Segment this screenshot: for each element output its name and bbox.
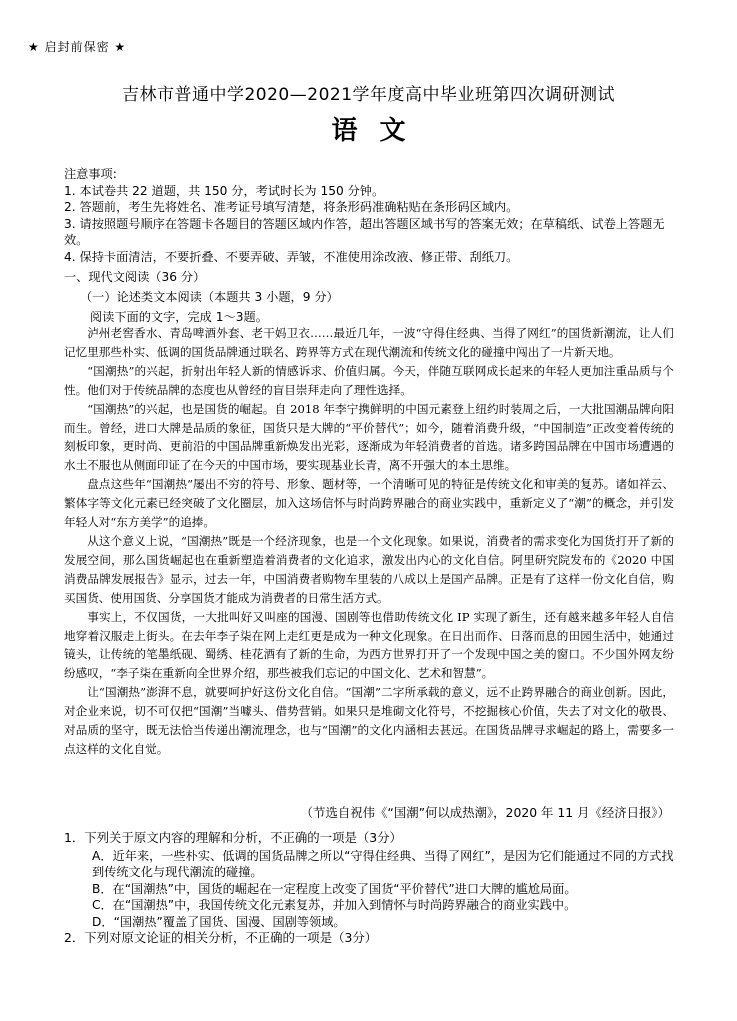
- section-title: 一、现代文阅读（36 分）: [64, 270, 206, 284]
- note-item: 3. 请按照题号顺序在答题卡各题目的答题区域内作答，超出答题区域书写的答案无效；在草稿纸、试卷上答题无效。: [64, 216, 665, 248]
- article-paragraph: 让“国潮热”澎湃不息，就要呵护好这份文化自信。“国潮”二字所承载的意义，远不止跨界融合的商业创新。因此，对企业来说，切不可仅把“国潮”当噱头、借势营销。如果只是堆砌文化符号，不挖掘核心价值，失去了对文化的敬畏、对品质的坚守，既无法恰当传递出潮流理念，也与“国潮”的文化内涵相去甚远。在国货品牌寻求崛起的路上，需要多一点这样的文化自觉。: [64, 685, 674, 756]
- note-item: 4. 保持卡面清洁，不要折叠、不要弄破、弄皱，不准使用涂改液、修正带、刮纸刀。: [64, 249, 519, 264]
- option-b: B．在“国潮热”中，国货的崛起在一定程度上改变了国货“平价替代”进口大牌的尴尬局面。: [92, 881, 577, 896]
- option-a: A．近年来，一些朴实、低调的国货品牌之所以“守得住经典、当得了网红”，是因为它们能通过不同的方式找到传统文化与现代潮流的碰撞。: [92, 849, 674, 880]
- confidential-mark: ★ 启封前保密 ★: [28, 40, 127, 54]
- option-c: C．在“国潮热”中，我国传统文化元素复苏，并加入到情怀与时尚跨界融合的商业实践中。: [92, 898, 577, 913]
- option-d: D．“国潮热”覆盖了国货、国漫、国剧等领域。: [92, 914, 346, 929]
- reading-instruction: 阅读下面的文字，完成 1～3题。: [90, 310, 268, 324]
- article-paragraph: “国潮热”的兴起，也是国货的崛起。自 2018 年李宁携鲜明的中国元素登上纽约时装周之后，一大批国潮品牌向阳而生。曾经，进口大牌是品质的象征，国货只是大牌的“平价替代”；如今，随着消费升级，“中国制造”正改变着传统的刻板印象，更时尚、更前沿的中国品牌重新焕发出光彩，逐渐成为年轻消费者的首选。诸多跨国品牌在中国市场遭遇的水土不服也从侧面印证了在今天的中国市场，要实现基业长青，离不开强大的本土思维。: [64, 401, 674, 473]
- subject-title: 语文: [331, 116, 428, 146]
- question-2-stem: 2．下列对原文论证的相关分析，不正确的一项是（3分）: [64, 930, 378, 945]
- article-paragraph: 从这个意义上说，“国潮热”既是一个经济现象，也是一个文化现象。如果说，消费者的需求变化为国货打开了新的发展空间，那么国货崛起也在重新塑造着消费者的文化追求，激发出内心的文化自信。阿里研究院发布的《2020 中国消费品牌发展报告》显示，过去一年，中国消费者购物车里装的八成以上是国产品牌。正是有了这样一份文化自信，购买国货、使用国货、分享国货才能成为消费者的日常生活方式。: [64, 533, 674, 605]
- article-paragraph: 泸州老窖香水、青岛啤酒外套、老干妈卫衣……最近几年，一波“守得住经典、当得了网红”的国货新潮流，让人们记忆里那些朴实、低调的国货品牌通过联名、跨界等方式在现代潮流和传统文化的碰撞中闯出了一片新天地。: [64, 326, 674, 359]
- question-1-stem: 1．下列关于原文内容的理解和分析，不正确的一项是（3分）: [64, 830, 402, 845]
- article-paragraph: “国潮热”的兴起，折射出年轻人新的情感诉求、价值归属。今天，伴随互联网成长起来的年轻人更加注重品质与个性。他们对于传统品牌的态度也从曾经的盲目崇拜走向了理性选择。: [64, 363, 674, 397]
- subsection-title: （一）论述类文本阅读（本题共 3 小题，9 分）: [80, 290, 339, 304]
- note-item: 2. 答题前，考生先将姓名、准考证号填写清楚，将条形码准确粘贴在条形码区域内。: [64, 200, 519, 215]
- exam-notes: [64, 166, 674, 266]
- article-source: （节选自祝伟《“国潮”何以成热潮》，2020 年 11 月《经济日报》）: [300, 805, 670, 820]
- reading-article: [64, 324, 674, 759]
- article-paragraph: 盘点这些年“国潮热”屡出不穷的符号、形象、题材等，一个清晰可见的特征是传统文化和审美的复苏。诸如祥云、繁体字等文化元素已经突破了文化圈层，加入这场信怀与时尚跨界融合的商业实践中，重新定义了“潮”的概念，并引发年轻人对“东方美学”的追捧。: [64, 477, 674, 530]
- article-paragraph: 事实上，不仅国货，一大批叫好又叫座的国漫、国剧等也借助传统文化 IP 实现了新生，还有越来越多年轻人自信地穿着汉服走上街头。在去年李子柒在网上走红更是成为一种文化现象。在日出而作、日落而息的田园生活中，她通过镜头，让传统的笔墨纸砚、蜀绣、桂花酒有了新的生命，为西方世界打开了一个发现中国之美的窗口。不少国外网友纷纷感叹，“李子柒在重新向全世界介绍，那些被我们忘记的中国文化、艺术和智慧”。: [64, 609, 674, 681]
- exam-title: 吉林市普通中学2020—2021学年度高中毕业班第四次调研测试: [121, 85, 616, 105]
- notes-heading: 注意事项:: [64, 167, 117, 181]
- question-1-options: [92, 848, 676, 930]
- note-item: 1. 本试卷共 22 道题，共 150 分，考试时长为 150 分钟。: [64, 183, 385, 198]
